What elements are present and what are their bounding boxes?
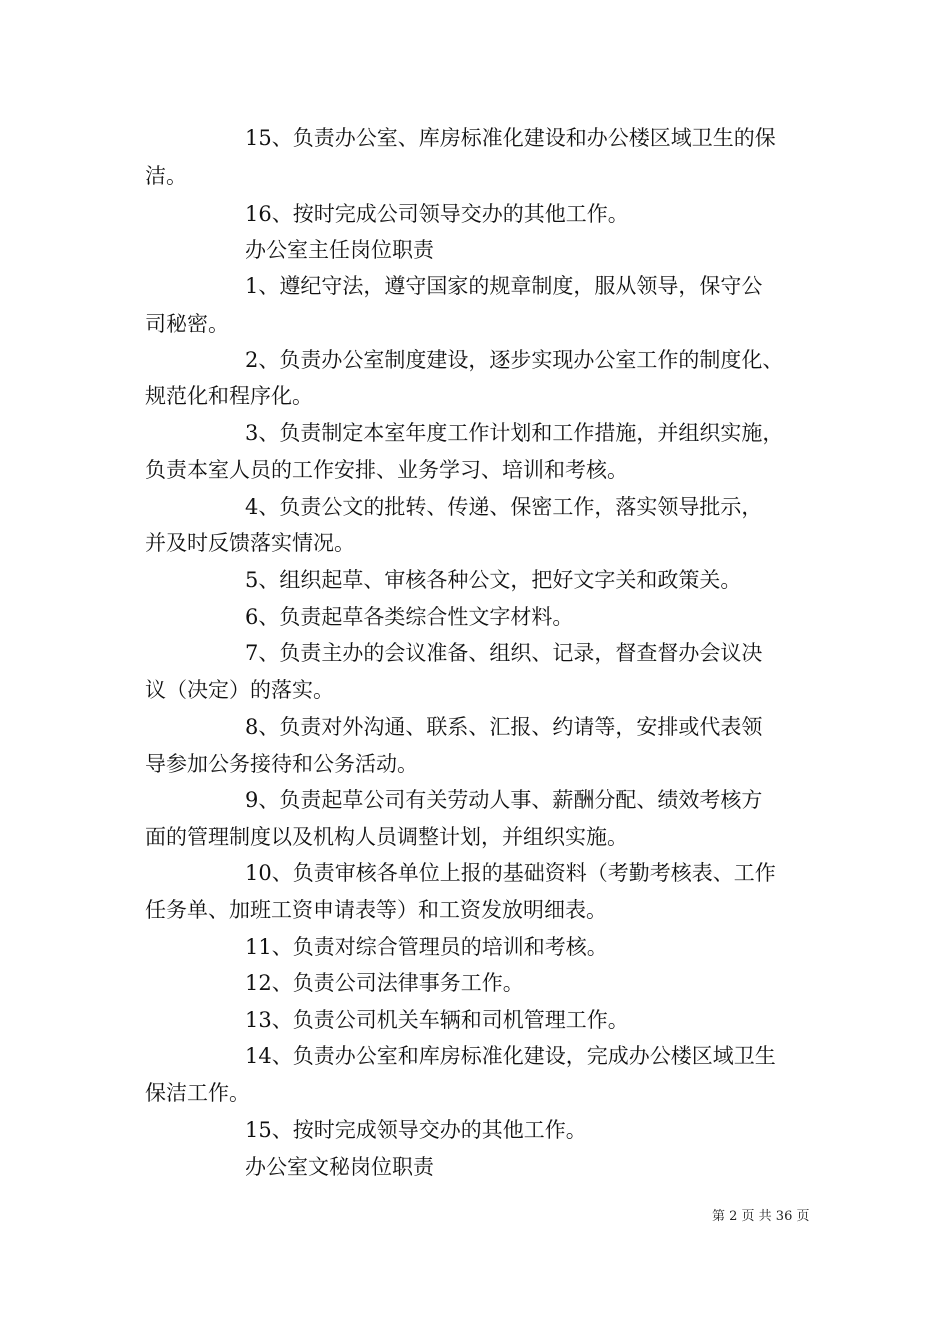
text-line: 司秘密。: [145, 312, 229, 336]
text-line: 10、负责审核各单位上报的基础资料（考勤考核表、工作: [245, 861, 776, 885]
text-line: 15、按时完成领导交办的其他工作。: [245, 1118, 587, 1142]
text-line: 2、负责办公室制度建设，逐步实现办公室工作的制度化、: [245, 348, 784, 372]
text-line: 规范化和程序化。: [145, 384, 313, 408]
text-line: 12、负责公司法律事务工作。: [245, 971, 524, 995]
text-line: 8、负责对外沟通、联系、汇报、约请等，安排或代表领: [245, 715, 763, 739]
text-line: 面的管理制度以及机构人员调整计划，并组织实施。: [145, 825, 628, 849]
text-line: 负责本室人员的工作安排、业务学习、培训和考核。: [145, 458, 628, 482]
text-line: 洁。: [145, 164, 187, 188]
text-line: 1、遵纪守法，遵守国家的规章制度，服从领导，保守公: [245, 274, 763, 298]
text-line: 保洁工作。: [145, 1081, 250, 1105]
section-heading: 办公室主任岗位职责: [245, 238, 434, 262]
text-line: 3、负责制定本室年度工作计划和工作措施，并组织实施，: [245, 421, 784, 445]
text-line: 11、负责对综合管理员的培训和考核。: [245, 935, 608, 959]
text-line: 5、组织起草、审核各种公文，把好文字关和政策关。: [245, 568, 742, 592]
text-line: 并及时反馈落实情况。: [145, 531, 355, 555]
text-line: 9、负责起草公司有关劳动人事、薪酬分配、绩效考核方: [245, 788, 763, 812]
text-line: 6、负责起草各类综合性文字材料。: [245, 605, 574, 629]
text-line: 议（决定）的落实。: [145, 678, 334, 702]
text-line: 16、按时完成公司领导交办的其他工作。: [245, 202, 629, 226]
text-line: 14、负责办公室和库房标准化建设，完成办公楼区域卫生: [245, 1044, 776, 1068]
text-line: 4、负责公文的批转、传递、保密工作，落实领导批示，: [245, 495, 763, 519]
section-heading: 办公室文秘岗位职责: [245, 1155, 434, 1179]
text-line: 7、负责主办的会议准备、组织、记录，督查督办会议决: [245, 641, 763, 665]
text-line: 13、负责公司机关车辆和司机管理工作。: [245, 1008, 629, 1032]
text-line: 15、负责办公室、库房标准化建设和办公楼区域卫生的保: [245, 126, 776, 150]
page-number-footer: 第 2 页 共 36 页: [712, 1209, 810, 1224]
text-line: 导参加公务接待和公务活动。: [145, 752, 418, 776]
text-line: 任务单、加班工资申请表等）和工资发放明细表。: [145, 898, 607, 922]
